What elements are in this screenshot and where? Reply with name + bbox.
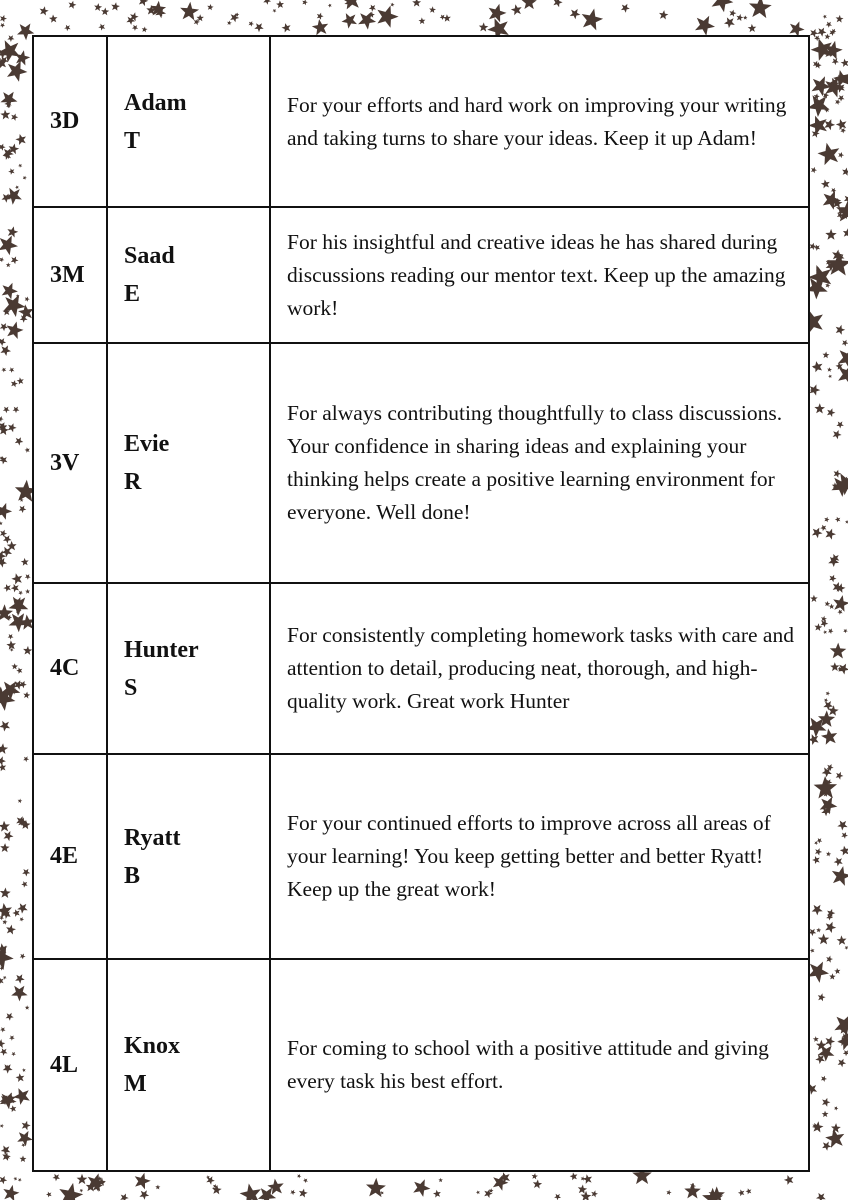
star-icon	[836, 15, 844, 23]
student-name	[107, 207, 270, 343]
star-icon	[834, 968, 840, 974]
star-icon	[746, 1188, 752, 1194]
award-message: For always contributing thoughtfully to class discussions. Your confidence in sharing ideas and explaining your thinking helps create a positive learning environment for everyone. Well done!	[270, 343, 809, 583]
star-icon	[817, 28, 826, 37]
star-icon	[553, 0, 562, 7]
star-icon	[0, 416, 4, 422]
star-icon	[328, 4, 332, 8]
star-icon	[18, 164, 22, 168]
star-icon	[841, 832, 848, 839]
star-icon	[16, 668, 22, 674]
star-icon	[11, 114, 18, 121]
star-icon	[821, 1076, 827, 1082]
star-icon	[830, 643, 847, 659]
star-icon	[812, 856, 820, 864]
star-icon	[666, 1190, 671, 1195]
star-icon	[823, 352, 830, 359]
star-icon	[391, 3, 395, 7]
star-icon	[3, 407, 10, 414]
star-icon	[837, 935, 847, 945]
star-icon	[132, 25, 138, 31]
star-icon	[13, 1177, 17, 1181]
award-message: For his insightful and creative ideas he has shared during discussions reading our mentor text. Keep up the amazing work!	[270, 207, 809, 343]
star-icon	[227, 21, 232, 26]
star-icon	[23, 692, 30, 699]
star-icon	[816, 1193, 826, 1200]
star-icon	[835, 99, 841, 105]
star-icon	[838, 152, 844, 158]
star-icon	[837, 610, 842, 615]
star-icon	[823, 15, 827, 19]
student-name	[107, 959, 270, 1171]
star-icon	[155, 1185, 160, 1190]
student-initial: E	[124, 281, 141, 307]
star-icon	[479, 22, 489, 31]
star-icon	[9, 1035, 15, 1040]
student-initial: B	[124, 862, 141, 889]
star-icon	[827, 367, 832, 372]
star-icon	[835, 517, 841, 523]
star-icon	[724, 17, 735, 28]
award-message: For consistently completing homework tasks with care and attention to detail, producing neat, thorough, and high-quality work. Great work Hunter	[270, 583, 809, 754]
star-icon	[0, 15, 7, 22]
star-icon	[272, 9, 276, 13]
class-code: 3M	[33, 207, 107, 343]
student-initial: T	[124, 127, 141, 154]
star-icon	[831, 1123, 841, 1133]
star-icon	[729, 10, 736, 17]
star-icon	[8, 423, 17, 432]
star-icon	[817, 838, 823, 843]
star-icon	[46, 1192, 52, 1198]
star-icon	[282, 23, 291, 32]
student-name	[107, 343, 270, 583]
star-icon	[11, 584, 19, 593]
star-icon	[834, 1106, 838, 1110]
star-icon	[7, 35, 14, 42]
award-row	[33, 207, 809, 343]
star-icon	[22, 1121, 31, 1130]
star-icon	[299, 1189, 308, 1198]
star-icon	[8, 634, 14, 640]
star-icon	[6, 925, 16, 935]
student-first-name: Adam	[124, 89, 187, 116]
star-icon	[2, 919, 7, 924]
class-code: 4C	[33, 583, 107, 754]
star-icon	[581, 1191, 592, 1200]
star-icon	[25, 1005, 30, 1010]
star-icon	[826, 691, 830, 696]
star-icon	[0, 338, 6, 346]
star-icon	[822, 1098, 830, 1107]
star-icon	[142, 27, 148, 33]
star-icon	[826, 22, 832, 28]
class-code: 4L	[33, 959, 107, 1171]
star-icon	[522, 0, 537, 9]
star-icon	[570, 9, 581, 19]
star-icon	[303, 1178, 308, 1183]
class-code: 3D	[33, 36, 107, 207]
star-icon	[412, 0, 421, 7]
student-name	[107, 583, 270, 754]
star-icon	[413, 1179, 430, 1197]
star-icon	[810, 595, 818, 602]
star-icon	[11, 380, 18, 387]
star-icon	[837, 821, 847, 831]
star-icon	[749, 0, 772, 18]
star-icon	[22, 1068, 26, 1072]
star-icon	[824, 517, 829, 523]
star-icon	[64, 25, 70, 31]
star-icon	[836, 772, 844, 780]
star-icon	[823, 92, 829, 99]
star-icon	[53, 1174, 60, 1181]
star-icon	[12, 909, 19, 917]
star-icon	[828, 375, 832, 379]
star-icon	[814, 403, 825, 413]
star-icon	[19, 506, 27, 514]
star-icon	[3, 295, 25, 317]
star-icon	[824, 119, 835, 130]
star-icon	[807, 95, 829, 117]
star-icon	[843, 629, 848, 634]
star-icon	[0, 756, 6, 765]
star-icon	[570, 1172, 578, 1180]
star-icon	[808, 116, 827, 136]
star-icon	[25, 589, 30, 594]
star-icon	[832, 866, 848, 886]
star-icon	[206, 1176, 215, 1185]
star-icon	[829, 604, 835, 609]
star-icon	[583, 1174, 593, 1184]
star-icon	[20, 917, 25, 922]
star-icon	[0, 763, 6, 771]
star-icon	[0, 503, 12, 520]
star-icon	[0, 1176, 7, 1184]
star-icon	[581, 1176, 586, 1181]
award-row	[33, 583, 809, 754]
star-icon	[813, 1036, 819, 1042]
star-icon	[818, 934, 829, 945]
star-icon	[821, 180, 830, 189]
star-icon	[0, 721, 10, 732]
star-icon	[736, 14, 743, 21]
star-icon	[838, 95, 845, 101]
star-icon	[825, 229, 836, 240]
star-icon	[826, 851, 831, 856]
star-icon	[826, 956, 833, 963]
star-icon	[0, 977, 4, 984]
star-icon	[135, 1173, 151, 1190]
star-icon	[829, 575, 836, 583]
star-icon	[823, 630, 827, 634]
star-icon	[21, 881, 27, 888]
star-icon	[830, 662, 839, 671]
star-icon	[15, 974, 25, 983]
star-icon	[532, 1173, 538, 1179]
star-icon	[0, 743, 8, 754]
star-icon	[207, 4, 213, 10]
star-icon	[263, 0, 271, 5]
star-icon	[5, 188, 22, 205]
star-icon	[6, 1013, 14, 1021]
star-icon	[11, 1052, 16, 1056]
star-icon	[836, 421, 844, 428]
student-first-name: Saad	[124, 243, 175, 269]
star-icon	[843, 1050, 848, 1056]
star-icon	[4, 831, 14, 841]
star-icon	[814, 245, 820, 251]
star-icon	[180, 2, 199, 21]
award-row	[33, 343, 809, 583]
star-icon	[120, 1194, 129, 1200]
star-icon	[833, 595, 848, 612]
star-icon	[139, 1190, 149, 1200]
student-first-name: Ryatt	[124, 824, 181, 851]
star-icon	[829, 973, 836, 979]
star-icon	[0, 23, 5, 28]
star-icon	[3, 1185, 19, 1200]
star-icon	[832, 58, 839, 65]
star-icon	[812, 528, 823, 539]
star-icon	[621, 4, 630, 13]
star-icon	[821, 729, 837, 745]
star-icon	[827, 408, 835, 417]
star-icon	[554, 1194, 561, 1200]
star-icon	[377, 6, 398, 28]
star-icon	[659, 10, 668, 19]
star-icon	[818, 143, 840, 165]
star-icon	[11, 256, 19, 264]
star-icon	[25, 574, 31, 580]
star-icon	[0, 236, 18, 256]
star-icon	[825, 34, 831, 40]
star-icon	[2, 1152, 11, 1161]
star-icon	[342, 13, 358, 29]
award-row	[33, 36, 809, 207]
star-icon	[25, 297, 30, 302]
star-icon	[843, 228, 848, 237]
star-icon	[18, 1178, 22, 1182]
student-first-name: Knox	[124, 1033, 181, 1059]
star-icon	[833, 430, 842, 439]
star-icon	[111, 2, 120, 11]
star-icon	[743, 15, 747, 19]
star-icon	[810, 243, 817, 250]
star-icon	[822, 1142, 831, 1151]
award-message: For coming to school with a positive attitude and giving every task his best effort.	[270, 959, 809, 1171]
star-icon	[748, 24, 757, 32]
star-icon	[0, 1039, 5, 1048]
star-icon	[533, 1180, 542, 1189]
star-icon	[845, 946, 848, 950]
star-icon	[0, 821, 10, 832]
star-icon	[820, 525, 826, 531]
star-icon	[94, 3, 102, 11]
star-icon	[476, 1190, 480, 1194]
star-icon	[297, 1174, 301, 1178]
star-icon	[302, 0, 308, 5]
star-icon	[1, 1146, 11, 1156]
star-icon	[812, 905, 823, 916]
star-icon	[18, 799, 23, 804]
star-icon	[23, 176, 27, 180]
star-icon	[1, 368, 6, 373]
award-message: For your efforts and hard work on improving your writing and taking turns to share your ideas. Keep it up Adam!	[270, 36, 809, 207]
star-icon	[822, 1111, 829, 1118]
star-icon	[810, 948, 815, 953]
star-icon	[3, 584, 11, 592]
star-icon	[825, 922, 836, 933]
star-icon	[6, 262, 11, 267]
star-icon	[0, 530, 7, 538]
star-icon	[840, 128, 846, 133]
star-icon	[22, 869, 30, 877]
student-initial: R	[124, 469, 142, 495]
star-icon	[77, 1174, 88, 1184]
student-first-name: Evie	[124, 431, 170, 457]
star-icon	[438, 1178, 443, 1182]
star-icon	[812, 76, 832, 96]
star-icon	[810, 29, 818, 38]
star-icon	[249, 21, 255, 27]
star-icon	[0, 1124, 4, 1128]
star-icon	[366, 1178, 386, 1197]
star-icon	[695, 16, 715, 36]
star-icon	[14, 680, 23, 690]
star-icon	[21, 558, 29, 566]
star-icon	[98, 24, 105, 31]
star-icon	[0, 1027, 6, 1032]
star-icon	[818, 993, 826, 1001]
star-icon	[25, 447, 30, 452]
star-icon	[20, 954, 26, 960]
star-icon	[0, 110, 10, 120]
star-icon	[433, 1190, 441, 1198]
star-icon	[489, 4, 507, 23]
star-icon	[254, 23, 263, 32]
star-icon	[834, 857, 843, 866]
star-icon	[16, 1073, 25, 1082]
star-icon	[738, 1189, 745, 1196]
star-icon	[0, 843, 9, 852]
star-icon	[815, 1054, 825, 1064]
star-icon	[15, 134, 26, 145]
star-icon	[831, 188, 837, 193]
star-icon	[20, 1156, 27, 1163]
awards-table	[32, 35, 810, 1172]
student-first-name: Hunter	[124, 636, 199, 663]
star-icon	[101, 8, 109, 16]
star-icon	[10, 1105, 17, 1112]
star-icon	[139, 0, 149, 6]
star-icon	[582, 9, 603, 31]
star-icon	[2, 283, 18, 300]
star-icon	[23, 646, 32, 655]
star-icon	[429, 6, 436, 13]
star-icon	[15, 185, 19, 189]
star-icon	[23, 756, 29, 762]
star-icon	[816, 928, 821, 933]
star-icon	[842, 168, 848, 176]
star-icon	[15, 50, 30, 65]
star-icon	[290, 1190, 295, 1195]
star-icon	[712, 0, 734, 12]
star-icon	[369, 5, 376, 12]
star-icon	[834, 470, 842, 478]
star-icon	[276, 0, 284, 8]
star-icon	[511, 4, 522, 15]
star-icon	[591, 1190, 598, 1197]
star-icon	[79, 1189, 83, 1193]
star-icon	[684, 1183, 701, 1199]
star-icon	[59, 1183, 83, 1200]
star-icon	[7, 226, 18, 237]
star-icon	[840, 846, 848, 856]
star-icon	[0, 521, 3, 525]
student-name	[107, 36, 270, 207]
star-icon	[7, 322, 24, 340]
star-icon	[18, 591, 23, 596]
star-icon	[10, 648, 14, 652]
student-initial: M	[124, 1071, 147, 1097]
star-icon	[11, 986, 27, 1002]
star-icon	[824, 698, 828, 702]
star-icon	[836, 325, 846, 335]
star-icon	[0, 888, 11, 899]
star-icon	[825, 1036, 835, 1046]
star-icon	[0, 345, 11, 356]
star-icon	[17, 1131, 33, 1147]
student-initial: S	[124, 674, 138, 701]
star-icon	[312, 19, 328, 35]
star-icon	[0, 323, 8, 331]
class-code: 3V	[33, 343, 107, 583]
star-icon	[811, 167, 817, 173]
star-icon	[815, 848, 822, 855]
star-icon	[0, 257, 4, 262]
star-icon	[317, 13, 324, 20]
star-icon	[826, 529, 837, 540]
class-code: 4E	[33, 754, 107, 959]
star-icon	[11, 663, 18, 669]
star-icon	[13, 407, 20, 414]
award-row	[33, 959, 809, 1171]
student-name	[107, 754, 270, 959]
star-icon	[842, 340, 848, 347]
star-icon	[838, 1059, 847, 1068]
star-icon	[11, 573, 22, 584]
star-icon	[49, 15, 58, 23]
star-icon	[808, 962, 829, 983]
star-icon	[9, 367, 15, 373]
star-icon	[814, 841, 818, 845]
star-icon	[40, 6, 49, 15]
star-icon	[0, 1048, 7, 1056]
star-icon	[8, 168, 14, 175]
star-icon	[815, 623, 823, 631]
star-icon	[15, 437, 23, 445]
star-icon	[784, 1175, 793, 1185]
award-message: For your continued efforts to improve across all areas of your learning! You keep getting better and better Ryatt! Keep up the great work!	[270, 754, 809, 959]
star-icon	[841, 59, 848, 67]
star-icon	[69, 1, 77, 9]
star-icon	[419, 17, 426, 24]
star-icon	[13, 1088, 30, 1105]
award-row	[33, 754, 809, 959]
star-icon	[828, 628, 834, 634]
